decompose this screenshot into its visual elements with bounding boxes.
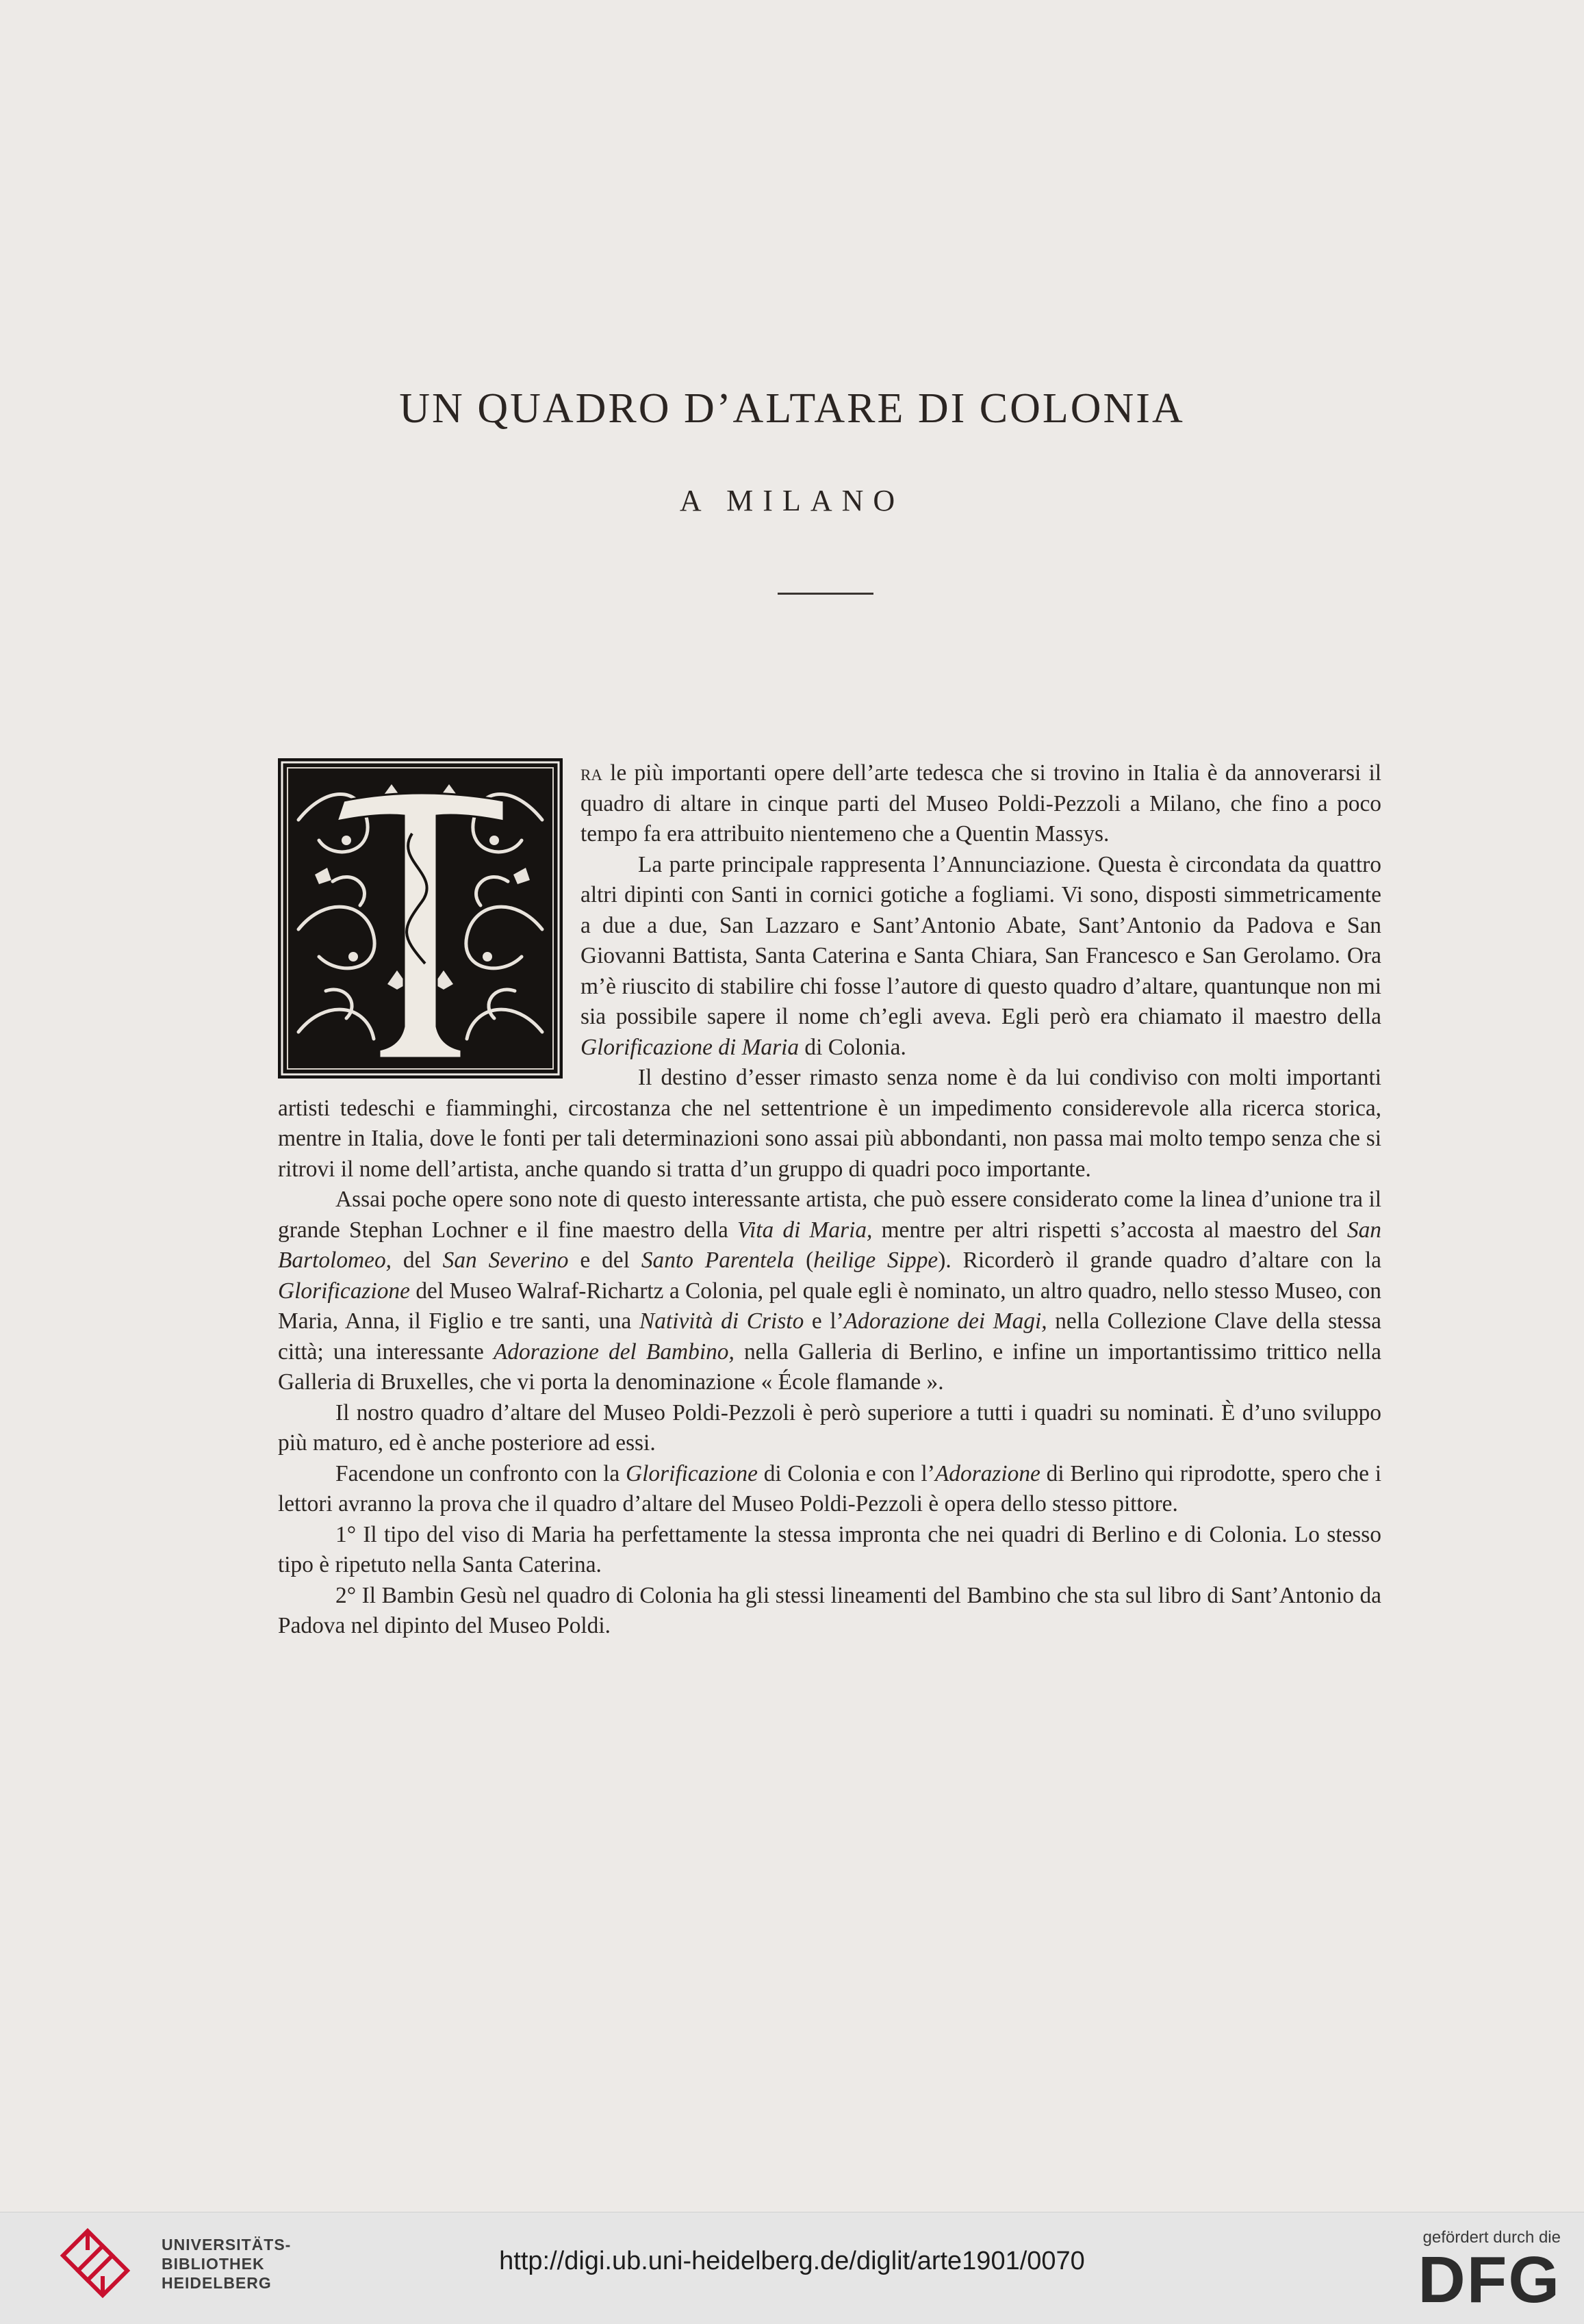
paragraph-4-text: ). Ricorderò il grande quadro d’altare con la [938,1248,1382,1273]
paragraph-4-text: e l’ [804,1308,844,1334]
ornamental-initial [278,758,563,1079]
article-body [278,758,1381,1642]
italic-title: San Bartolomeo, [278,1217,1381,1273]
paragraph-4-text: ( [794,1248,814,1273]
paragraph-1-text: le più importanti opere dell’arte tedesca che si trovino in Italia è da annoverarsi il quadro di altare in cinque parti del Museo Poldi-Pezzoli a Milano, che fino a poco tempo fa era attribuito nientemeno che a Quentin Massys. [580,760,1381,847]
paragraph-3: Il destino d’esser rimasto senza nome è da lui condiviso con molti importanti artisti tedeschi e fiamminghi, circostanza che nel settentrione è un impedimento considerevole alla ricerca storica, mentre in Italia, dove le fonti per tali determinazioni sono assai più abbondanti, non passa mai molto tempo senza che si ritrovi il nome dell’artista, anche quando si tratta d’un gruppo di quadri poco importante. [278,1065,1381,1182]
paragraph-4-text: mentre per altri rispetti s’accosta al maestro del [872,1217,1347,1243]
italic-title: heilige Sippe [813,1248,938,1273]
dfg-logo[interactable]: DFG [1418,2243,1561,2316]
library-name-line: BIBLIOTHEK [162,2255,265,2273]
italic-title: Adorazione [934,1460,1040,1486]
decorated-letter-t-icon [278,758,563,1079]
article-subtitle: A MILANO [679,484,905,517]
library-name-line: HEIDELBERG [162,2274,272,2292]
paragraph-8: 2° Il Bambin Gesù nel quadro di Colonia ha gli stessi lineamenti del Bambino che sta sul libro di Sant’Antonio da Padova nel dipinto del Museo Poldi. [278,1582,1381,1638]
funding-caption: gefördert durch die [1422,2228,1561,2247]
paragraph-1 [278,758,1381,850]
library-name-line: UNIVERSITÄTS- [162,2236,292,2254]
paragraph-4 [278,1185,1381,1398]
italic-title: Glorificazione [626,1460,758,1486]
page-permalink[interactable]: http://digi.ub.uni-heidelberg.de/diglit/arte1901/0070 [499,2247,1085,2275]
paragraph-6-text: Facendone un confronto con la [335,1460,626,1486]
paragraph-4-text: nella Galleria di Berlino, e infine un importantissimo trittico nella Galleria di Bruxelles, che vi porta la denominazione « École flamande ». [278,1339,1381,1395]
italic-title: Glorificazione di Maria [580,1034,800,1060]
paragraph-2-text: di Colonia. [799,1034,906,1060]
article-title: UN QUADRO D’ALTARE DI COLONIA [399,385,1185,432]
paragraph-4-text: nella Collezione Clave della stessa città; una interessante [278,1308,1381,1365]
paragraph-6-text: di Berlino qui riprodotte, spero che i lettori avranno la prova che il quadro d’altare del Museo Poldi-Pezzoli è opera dello stesso pittore. [278,1460,1382,1516]
paragraph-4-text: e del [568,1248,641,1273]
italic-title: Glorificazione [278,1278,410,1304]
paragraph-5: Il nostro quadro d’altare del Museo Poldi-Pezzoli è però superiore a tutti i quadri su nominati. È d’uno sviluppo più maturo, ed è anche posteriore ad essi. [278,1399,1381,1456]
italic-title: Santo Parentela [641,1248,795,1273]
italic-title: Adorazione del Bambino, [493,1339,734,1365]
paragraph-4-text: del [392,1248,443,1273]
italic-title: San Severino [442,1248,569,1273]
paragraph-7: 1° Il tipo del viso di Maria ha perfettamente la stessa impronta che nei quadri di Berlino e di Colonia. Lo stesso tipo è ripetuto nella Santa Caterina. [278,1521,1381,1577]
paragraph-6 [278,1459,1381,1520]
italic-title: Adorazione dei Magi, [843,1308,1047,1334]
italic-title: Vita di Maria, [737,1217,873,1243]
title-divider [778,593,873,595]
initial-lead-text: ra [580,760,602,786]
paragraph-2-text: La parte principale rappresenta l’Annunciazione. Questa è circondata da quattro altri dipinti con Santi in cornici gotiche a fogliami. Vi sono, disposti simmetricamente a due a due, San Lazzaro e Sant’Antonio Abate, Sant’Antonio da Padova e San Giovanni Battista, Santa Caterina e Santa Chiara, San Francesco e San Gerolamo. Ora m’è riuscito di stabilire chi fosse l’autore di questo quadro d’altare, quantunque non mi sia possibile sapere il nome ch’egli aveva. Egli però era chiamato il maestro della [580,851,1381,1029]
paragraph-4-text: del Museo Walraf-Richartz a Colonia, pel quale egli è nominato, un altro quadro, nello stesso Museo, con Maria, Anna, il Figlio e tre santi, una [278,1278,1381,1334]
paragraph-4-text: Assai poche opere sono note di questo interessante artista, che può essere considerato come la linea d’unione tra il grande Stephan Lochner e il fine maestro della [278,1187,1381,1243]
italic-title: Natività di Cristo [639,1308,804,1334]
paragraph-6-text: di Colonia e con l’ [757,1460,935,1486]
